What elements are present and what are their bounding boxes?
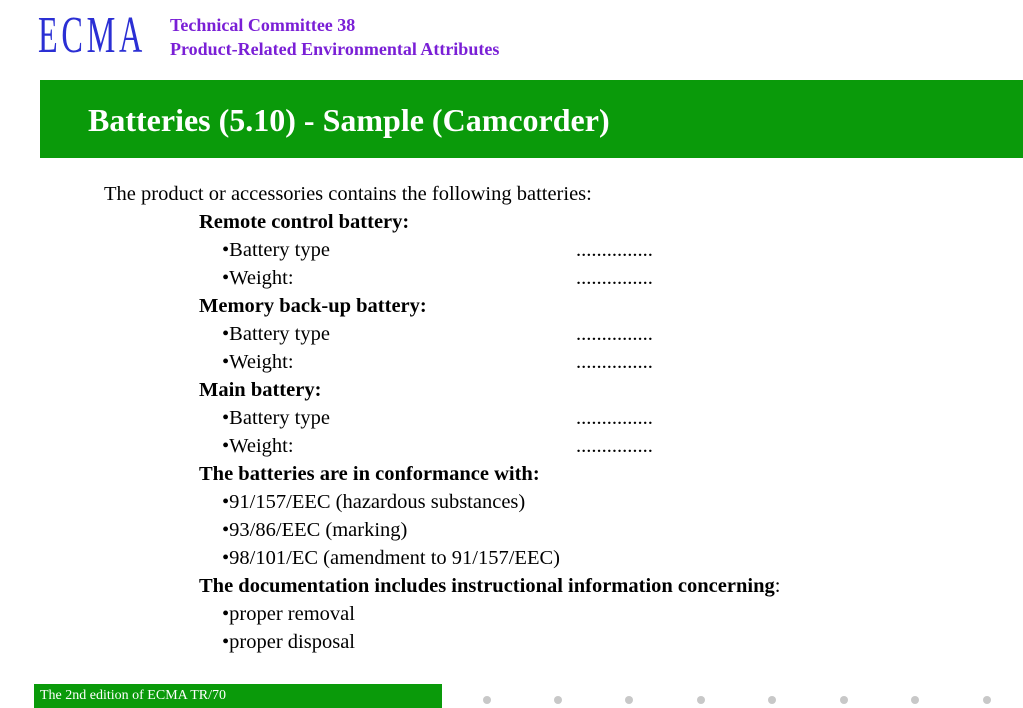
conformance-item: •93/86/EEC (marking) — [222, 519, 408, 541]
title-banner — [40, 80, 1023, 158]
documentation-colon: : — [774, 575, 781, 597]
footer-bar — [34, 684, 442, 708]
slide-title: Batteries (5.10) - Sample (Camcorder) — [88, 102, 610, 138]
conformance-heading: The batteries are in conformance with: — [199, 463, 540, 485]
footer-dot — [697, 696, 705, 704]
ecma-logo: ECMA — [38, 7, 147, 64]
footer-dot — [554, 696, 562, 704]
footer-dot — [483, 696, 491, 704]
conformance-item: •91/157/EEC (hazardous substances) — [222, 491, 526, 513]
footer-text: The 2nd edition of ECMA TR/70 — [40, 688, 227, 703]
memory-battery-type-label: •Battery type — [222, 323, 330, 345]
footer-dot — [768, 696, 776, 704]
remote-battery-heading: Remote control battery: — [199, 211, 410, 233]
remote-battery-weight-label: •Weight: — [222, 267, 294, 289]
memory-battery-weight-label: •Weight: — [222, 351, 294, 373]
documentation-heading-line — [199, 572, 780, 600]
intro-text: The product or accessories contains the following batteries: — [104, 183, 592, 205]
footer-dot — [840, 696, 848, 704]
documentation-item: •proper disposal — [222, 631, 355, 653]
remote-battery-weight-value: ............... — [576, 267, 653, 289]
remote-battery-type-label: •Battery type — [222, 239, 330, 261]
main-battery-type-value: ............... — [576, 407, 653, 429]
committee-subtitle: Product-Related Environmental Attributes — [170, 39, 500, 59]
committee-name: Technical Committee 38 — [170, 15, 356, 35]
main-battery-heading: Main battery: — [199, 379, 322, 401]
conformance-item: •98/101/EC (amendment to 91/157/EEC) — [222, 547, 560, 569]
memory-battery-heading: Memory back-up battery: — [199, 295, 427, 317]
remote-battery-type-value: ............... — [576, 239, 653, 261]
footer-dot — [983, 696, 991, 704]
memory-battery-weight-value: ............... — [576, 351, 653, 373]
main-battery-weight-label: •Weight: — [222, 435, 294, 457]
memory-battery-type-value: ............... — [576, 323, 653, 345]
documentation-heading: The documentation includes instructional information concerning — [199, 575, 775, 597]
main-battery-weight-value: ............... — [576, 435, 653, 457]
documentation-item: •proper removal — [222, 603, 355, 625]
footer-dot — [911, 696, 919, 704]
footer-dot — [625, 696, 633, 704]
committee-info — [170, 13, 499, 61]
main-battery-type-label: •Battery type — [222, 407, 330, 429]
